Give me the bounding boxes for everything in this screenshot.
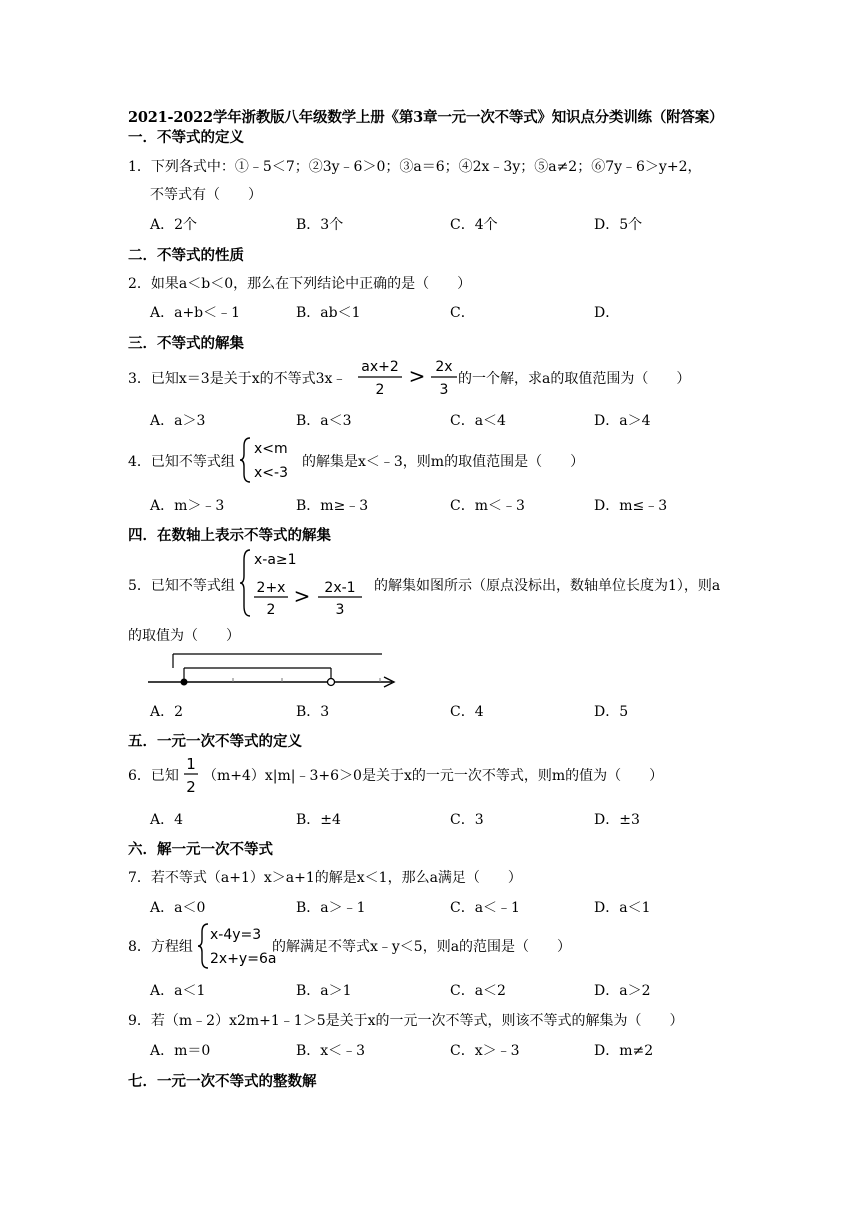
- q6-stem-suffix: （m+4）x|m|﹣3+6＞0是关于x的一元一次不等式，则m的值为（ ）: [203, 768, 664, 784]
- q1-option-b: B．3个: [296, 217, 344, 233]
- q2-option-a: A．a+b＜﹣1: [150, 305, 241, 321]
- q6-stem-prefix: 6．已知: [128, 768, 179, 784]
- q2-option-c: C．: [450, 305, 475, 321]
- q4-system-line1: x<m: [254, 441, 288, 457]
- q6-option-c: C．3: [450, 812, 484, 828]
- q5-number-line-figure: [146, 648, 402, 692]
- q8-option-d: D．a＞2: [594, 983, 651, 999]
- q7-option-c: C．a＜﹣1: [450, 900, 520, 916]
- q6-option-d: D．±3: [594, 812, 640, 828]
- q4-option-d: D．m≤﹣3: [594, 498, 668, 514]
- q4-stem-prefix: 4．已知不等式组: [128, 454, 235, 470]
- q3-option-b: B．a＜3: [296, 413, 352, 429]
- q9-option-c: C．x＞﹣3: [450, 1043, 520, 1059]
- q5-frac2-denominator: 3: [335, 602, 345, 618]
- q3-option-d: D．a＞4: [594, 413, 651, 429]
- q7-option-a: A．a＜0: [150, 900, 206, 916]
- q5-option-d: D．5: [594, 704, 629, 720]
- q9-option-d: D．m≠2: [594, 1043, 654, 1059]
- q4-system-line2: x<-3: [254, 465, 288, 481]
- q4-option-b: B．m≥﹣3: [296, 498, 369, 514]
- q6-frac-denominator: 2: [186, 778, 196, 796]
- q3-frac2-numerator: 2x: [435, 359, 453, 375]
- q5-frac1-numerator: 2+x: [256, 580, 286, 596]
- q5-option-c: C．4: [450, 704, 484, 720]
- q3-relation: >: [408, 364, 426, 388]
- q3-frac1-numerator: ax+2: [361, 359, 399, 375]
- q4-inequality-system: [240, 436, 304, 484]
- q5-frac1-denominator: 2: [266, 602, 276, 618]
- q1-stem: 1．下列各式中：①﹣5＜7；②3y﹣6＞0；③a＝6；④2x﹣3y；⑤a≠2；⑥7y﹣6＞y+2，: [128, 159, 702, 175]
- q8-system-line1: x-4y=3: [210, 927, 262, 943]
- q1-stem-cont: 不等式有（ ）: [150, 187, 262, 203]
- q4-option-a: A．m＞﹣3: [150, 498, 225, 514]
- section-heading-5: 五．一元一次不等式的定义: [128, 733, 302, 750]
- q6-frac-numerator: 1: [186, 755, 196, 773]
- q2-stem: 2．如果a＜b＜0，那么在下列结论中正确的是（ ）: [128, 276, 472, 292]
- q5-system-line1: x-a≥1: [254, 552, 297, 568]
- q4-option-c: C．m＜﹣3: [450, 498, 525, 514]
- q5-stem-cont: 的取值为（ ）: [128, 628, 240, 644]
- section-heading-3: 三．不等式的解集: [128, 335, 244, 352]
- q5-stem-suffix: 的解集如图所示（原点没标出，数轴单位长度为1），则a: [374, 578, 721, 594]
- q5-relation: >: [293, 584, 311, 608]
- q3-stem-prefix: 3．已知x＝3是关于x的不等式3x﹣: [128, 371, 347, 387]
- q8-system-line2: 2x+y=6a: [210, 951, 277, 967]
- solid-point: [181, 679, 188, 686]
- q8-stem-prefix: 8．方程组: [128, 939, 193, 955]
- q6-fraction: [184, 754, 200, 796]
- q7-option-b: B．a＞﹣1: [296, 900, 366, 916]
- q5-option-b: B．3: [296, 704, 330, 720]
- section-heading-4: 四．在数轴上表示不等式的解集: [128, 527, 331, 544]
- q1-option-d: D．5个: [594, 217, 643, 233]
- q8-option-b: B．a＞1: [296, 983, 352, 999]
- q8-brace: [198, 924, 208, 968]
- q3-stem-suffix: 的一个解，求a的取值范围为（ ）: [458, 371, 691, 387]
- q9-option-a: A．m＝0: [150, 1043, 211, 1059]
- q5-stem-prefix: 5．已知不等式组: [128, 578, 235, 594]
- q5-brace: [240, 550, 250, 616]
- q8-option-c: C．a＜2: [450, 983, 506, 999]
- q6-option-a: A．4: [150, 812, 184, 828]
- q3-fraction-expression: [356, 356, 460, 398]
- q5-option-a: A．2: [150, 704, 184, 720]
- q8-equation-system: [198, 922, 277, 970]
- section-heading-7: 七．一元一次不等式的整数解: [128, 1073, 317, 1090]
- section-heading-2: 二．不等式的性质: [128, 247, 244, 264]
- q8-stem-suffix: 的解满足不等式x﹣y＜5，则a的范围是（ ）: [272, 939, 572, 955]
- q9-stem: 9．若（m﹣2）x2m+1﹣1＞5是关于x的一元一次不等式，则该不等式的解集为（ ）: [128, 1013, 684, 1029]
- q1-option-c: C．4个: [450, 217, 498, 233]
- page-title: 2021-2022学年浙教版八年级数学上册《第3章一元一次不等式》知识点分类训练（附答案）: [128, 109, 724, 126]
- hollow-point: [328, 679, 335, 686]
- q6-option-b: B．±4: [296, 812, 341, 828]
- q3-frac1-denominator: 2: [375, 382, 385, 398]
- q7-option-d: D．a＜1: [594, 900, 651, 916]
- q1-option-a: A．2个: [150, 217, 198, 233]
- q3-option-c: C．a＜4: [450, 413, 506, 429]
- section-heading-1: 一．不等式的定义: [128, 129, 244, 146]
- q4-brace: [240, 438, 250, 482]
- q2-option-d: D．: [594, 305, 620, 321]
- section-heading-6: 六．解一元一次不等式: [128, 841, 273, 858]
- q3-option-a: A．a＞3: [150, 413, 206, 429]
- q4-stem-suffix: 的解集是x＜﹣3，则m的取值范围是（ ）: [302, 454, 585, 470]
- q5-frac2-numerator: 2x-1: [324, 580, 356, 596]
- q8-option-a: A．a＜1: [150, 983, 206, 999]
- q9-option-b: B．x＜﹣3: [296, 1043, 366, 1059]
- q2-option-b: B．ab＜1: [296, 305, 361, 321]
- q5-inequality-system: [240, 548, 376, 618]
- q3-frac2-denominator: 3: [439, 382, 449, 398]
- q7-stem: 7．若不等式（a+1）x＞a+1的解是x＜1，那么a满足（ ）: [128, 870, 522, 886]
